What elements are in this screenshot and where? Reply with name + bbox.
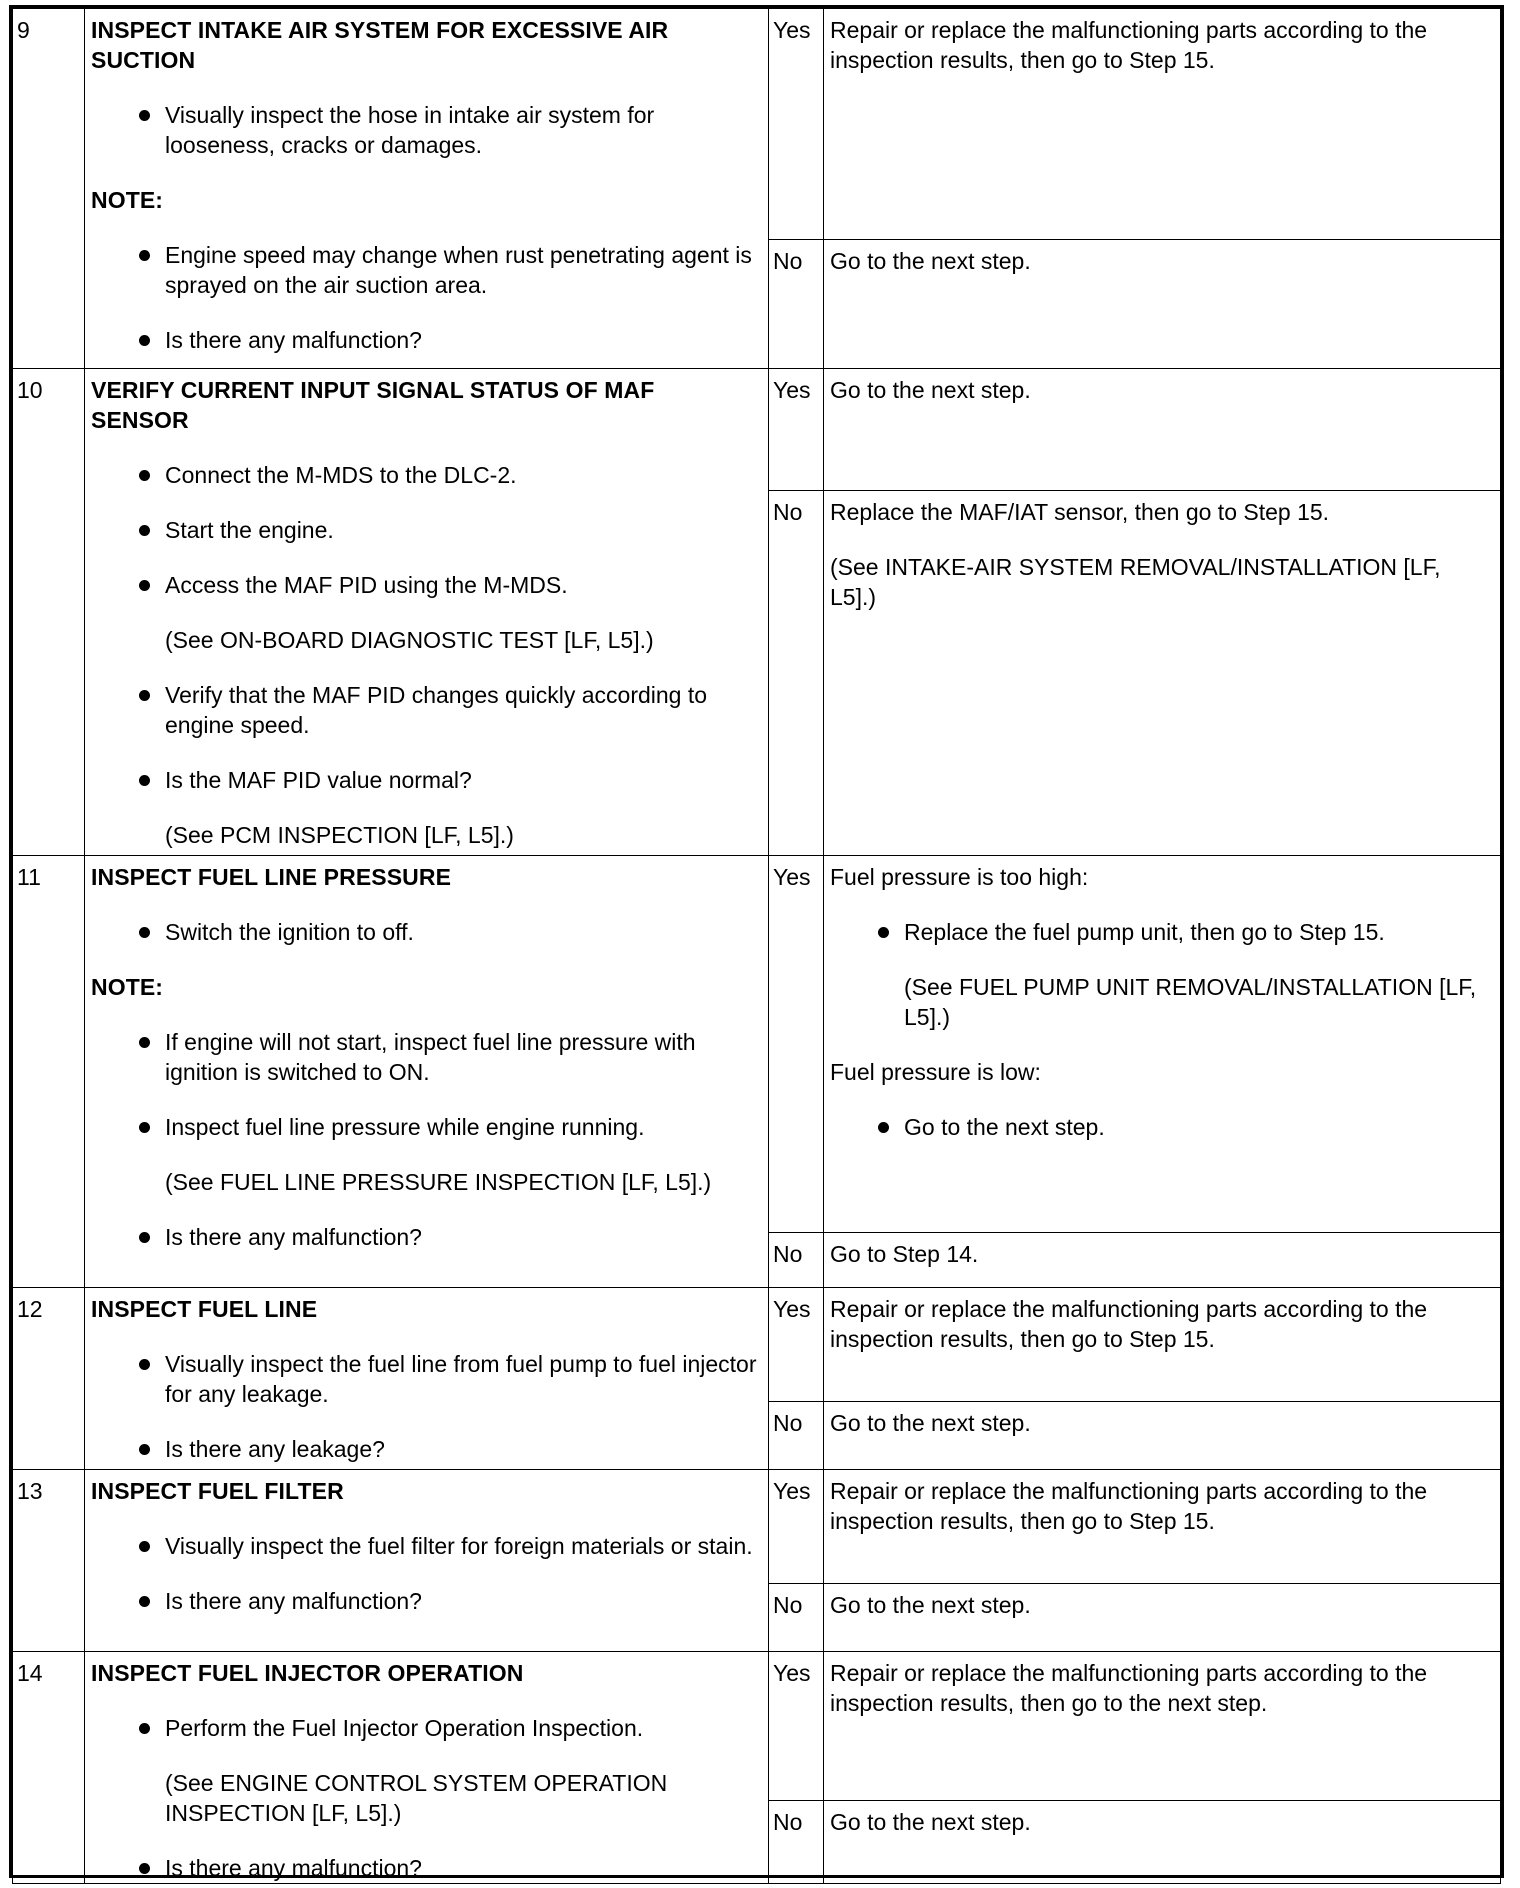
step-number: 9 [13,9,85,369]
yes-label: Yes [769,1288,824,1402]
no-result: Go to the next step. [824,1584,1501,1652]
bullet-item: Visually inspect the fuel line from fuel pump to fuel injector for any leakage. [91,1349,758,1409]
diagnostic-table-frame [9,5,1504,1881]
bullet-item: Start the engine. [91,515,758,545]
yes-label: Yes [769,1652,824,1801]
step-action [85,1470,769,1652]
bullet-item: If engine will not start, inspect fuel line pressure with ignition is switched to ON. [91,1027,758,1087]
step-number: 11 [13,856,85,1288]
note-label: NOTE: [91,974,164,1000]
reference-text: (See PCM INSPECTION [LF, L5].) [165,822,514,848]
step-number: 10 [13,369,85,856]
no-label: No [769,1584,824,1652]
no-label: No [769,1801,824,1884]
bullet-item: Visually inspect the hose in intake air system for looseness, cracks or damages. [91,100,758,160]
yes-result: Repair or replace the malfunctioning parts according to the inspection results, then go to Step 15. [824,1288,1501,1402]
note-label: NOTE: [91,187,164,213]
step-action [85,1652,769,1884]
pressure-high-label: Fuel pressure is too high: [830,864,1089,890]
bullet-item: Go to the next step. [830,1112,1490,1142]
no-result: Go to the next step. [824,1402,1501,1470]
no-result: Go to the next step. [824,1801,1501,1884]
step-title: INSPECT FUEL LINE [91,1296,318,1322]
bullet-item: Is there any leakage? [91,1434,758,1464]
step-action [85,9,769,369]
yes-result: Repair or replace the malfunctioning parts according to the inspection results, then go to Step 15. [824,9,1501,240]
bullet-item: Is the MAF PID value normal? [91,765,758,795]
no-result [824,491,1501,856]
bullet-item: Switch the ignition to off. [91,917,758,947]
no-label: No [769,1233,824,1288]
yes-result: Repair or replace the malfunctioning parts according to the inspection results, then go to Step 15. [824,1470,1501,1584]
yes-label: Yes [769,1470,824,1584]
yes-label: Yes [769,856,824,1233]
bullet-item: Engine speed may change when rust penetrating agent is sprayed on the air suction area. [91,240,758,300]
step-action [85,856,769,1288]
step-title: VERIFY CURRENT INPUT SIGNAL STATUS OF MAF SENSOR [91,377,655,433]
yes-result: Repair or replace the malfunctioning parts according to the inspection results, then go to the next step. [824,1652,1501,1801]
bullet-item: Perform the Fuel Injector Operation Inspection. [91,1713,758,1743]
step-title: INSPECT INTAKE AIR SYSTEM FOR EXCESSIVE AIR SUCTION [91,17,669,73]
no-result: Go to Step 14. [824,1233,1501,1288]
step-row-10 [13,369,1501,491]
bullet-item: Connect the M-MDS to the DLC-2. [91,460,758,490]
reference-text: (See ON-BOARD DIAGNOSTIC TEST [LF, L5].) [165,627,654,653]
reference-text: (See FUEL LINE PRESSURE INSPECTION [LF, L5].) [165,1169,712,1195]
step-row-13 [13,1470,1501,1584]
yes-label: Yes [769,9,824,240]
step-title: INSPECT FUEL INJECTOR OPERATION [91,1660,524,1686]
no-label: No [769,491,824,856]
bullet-item: Is there any malfunction? [91,1222,758,1252]
step-action [85,369,769,856]
reference-text: (See INTAKE-AIR SYSTEM REMOVAL/INSTALLATION [LF, L5].) [830,554,1441,610]
bullet-item: Replace the fuel pump unit, then go to Step 15. [830,917,1490,947]
step-row-9 [13,9,1501,240]
bullet-item: Visually inspect the fuel filter for foreign materials or stain. [91,1531,758,1561]
bullet-item: Is there any malfunction? [91,1586,758,1616]
step-title: INSPECT FUEL FILTER [91,1478,344,1504]
step-number: 12 [13,1288,85,1470]
bullet-item: Verify that the MAF PID changes quickly according to engine speed. [91,680,758,740]
step-row-14 [13,1652,1501,1801]
bullet-item: Is there any malfunction? [91,1853,758,1883]
step-row-11 [13,856,1501,1233]
bullet-item: Access the MAF PID using the M-MDS. [91,570,758,600]
yes-result: Go to the next step. [824,369,1501,491]
reference-text: (See FUEL PUMP UNIT REMOVAL/INSTALLATION [LF, L5].) [904,974,1477,1030]
yes-result [824,856,1501,1233]
yes-label: Yes [769,369,824,491]
diagnostic-procedure-table [12,8,1501,1884]
no-result-text: Replace the MAF/IAT sensor, then go to Step 15. [830,499,1330,525]
step-title: INSPECT FUEL LINE PRESSURE [91,864,452,890]
step-number: 14 [13,1652,85,1884]
step-row-12 [13,1288,1501,1402]
no-result: Go to the next step. [824,240,1501,369]
bullet-item: Inspect fuel line pressure while engine running. [91,1112,758,1142]
no-label: No [769,1402,824,1470]
reference-text: (See ENGINE CONTROL SYSTEM OPERATION INSPECTION [LF, L5].) [165,1770,668,1826]
step-action [85,1288,769,1470]
step-number: 13 [13,1470,85,1652]
no-label: No [769,240,824,369]
pressure-low-label: Fuel pressure is low: [830,1059,1041,1085]
bullet-item: Is there any malfunction? [91,325,758,355]
